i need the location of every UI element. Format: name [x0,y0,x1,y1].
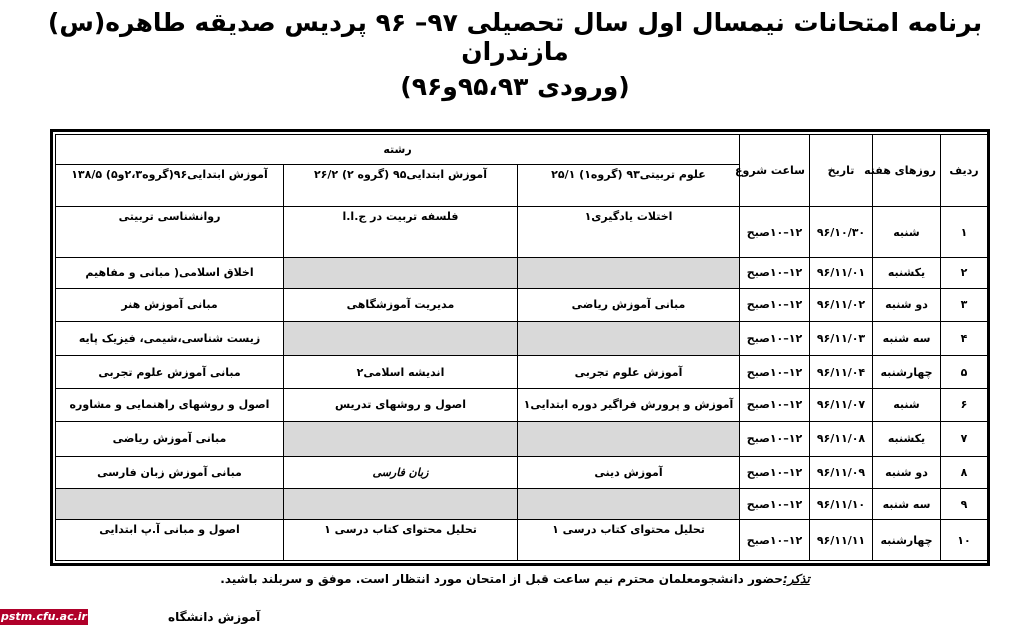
table-row [56,389,988,422]
cell-date: ۹۶/۱۱/۰۷ [810,389,873,422]
cell-column-2 [284,421,518,456]
cell-weekday: شنبه [873,207,941,258]
table-row [56,456,988,489]
cell-row-number: ۷ [941,421,988,456]
header-column-3: آموزش ابتدایی۹۶(گروه۲،۳و۵) ۱۳۸/۵ [56,165,284,207]
exam-schedule-table-frame [50,129,990,566]
cell-column-3: مبانی آموزش علوم تجربی [56,356,284,389]
cell-column-2: فلسفه تربیت در ج.ا.ا [284,207,518,258]
cell-weekday: دو شنبه [873,456,941,489]
cell-weekday: یکشنبه [873,258,941,289]
cell-column-3: اصول و مبانی آ.پ ابتدایی [56,520,284,561]
cell-start-time: ۱۲–۱۰صبح [740,288,810,321]
page-subtitle: (ورودی ۹۵،۹۳و۹۶) [400,72,630,101]
cell-row-number: ۱۰ [941,520,988,561]
cell-column-2: اندیشه اسلامی۲ [284,356,518,389]
cell-row-number: ۲ [941,258,988,289]
table-row [56,489,988,520]
cell-column-1: مبانی آموزش ریاضی [518,288,740,321]
cell-column-2 [284,258,518,289]
cell-weekday: شنبه [873,389,941,422]
cell-row-number: ۹ [941,489,988,520]
cell-row-number: ۴ [941,321,988,356]
cell-column-3 [56,489,284,520]
cell-start-time: ۱۲–۱۰صبح [740,207,810,258]
cell-row-number: ۶ [941,389,988,422]
cell-column-1: آموزش علوم تجربی [518,356,740,389]
footer-university-education: آموزش دانشگاه [168,610,261,624]
note-label: تذکر: [782,572,810,586]
cell-date: ۹۶/۱۱/۰۸ [810,421,873,456]
cell-weekday: یکشنبه [873,421,941,456]
cell-column-1 [518,258,740,289]
cell-weekday: سه شنبه [873,489,941,520]
header-start-time: ساعت شروع [740,135,810,207]
cell-date: ۹۶/۱۱/۱۱ [810,520,873,561]
cell-date: ۹۶/۱۱/۰۲ [810,288,873,321]
cell-date: ۹۶/۱۱/۰۹ [810,456,873,489]
header-date: تاریخ [810,135,873,207]
website-badge: pstm.cfu.ac.ir [1,610,87,623]
cell-row-number: ۱ [941,207,988,258]
table-row [56,520,988,561]
cell-weekday: سه شنبه [873,321,941,356]
note-text: حضور دانشجومعلمان محترم نیم ساعت قبل از امتحان مورد انتظار است. موفق و سربلند باشید. [220,572,783,586]
cell-column-3: اصول و روشهای راهنمایی و مشاوره [56,389,284,422]
header-row-number: ردیف [941,135,988,207]
cell-start-time: ۱۲–۱۰صبح [740,489,810,520]
cell-column-3: مبانی آموزش هنر [56,288,284,321]
cell-start-time: ۱۲–۱۰صبح [740,321,810,356]
cell-row-number: ۳ [941,288,988,321]
table-row [56,356,988,389]
header-weekday: روزهای هفته [873,135,941,207]
cell-start-time: ۱۲–۱۰صبح [740,456,810,489]
cell-weekday: دو شنبه [873,288,941,321]
cell-column-1: آموزش دینی [518,456,740,489]
cell-start-time: ۱۲–۱۰صبح [740,258,810,289]
note [0,572,1030,586]
header-major: رشته [56,135,740,165]
cell-date: ۹۶/۱۱/۰۴ [810,356,873,389]
cell-column-1: آموزش و پرورش فراگیر دوره ابتدایی۱ [518,389,740,422]
cell-weekday: چهارشنبه [873,520,941,561]
page-title: برنامه امتحانات نیمسال اول سال تحصیلی ۹۷– ۹۶ پردیس صدیقه طاهره(س) مازندران [47,8,983,66]
cell-column-1: تحلیل محتوای کتاب درسی ۱ [518,520,740,561]
cell-column-1: اختلات یادگیری۱ [518,207,740,258]
cell-column-2 [284,489,518,520]
exam-schedule-table [55,134,988,561]
cell-date: ۹۶/۱۱/۰۳ [810,321,873,356]
cell-column-3: اخلاق اسلامی( مبانی و مفاهیم [56,258,284,289]
cell-column-3: مبانی آموزش ریاضی [56,421,284,456]
table-row [56,258,988,289]
cell-date: ۹۶/۱۱/۱۰ [810,489,873,520]
cell-column-1 [518,489,740,520]
cell-date: ۹۶/۱۱/۰۱ [810,258,873,289]
table-row [56,288,988,321]
cell-row-number: ۵ [941,356,988,389]
cell-column-2 [284,321,518,356]
table-row [56,321,988,356]
cell-column-1 [518,421,740,456]
header-column-2: آموزش ابتدایی۹۵ (گروه ۲) ۲۶/۲ [284,165,518,207]
header-column-1: علوم تربیتی۹۳ (گروه۱) ۲۵/۱ [518,165,740,207]
cell-column-3: مبانی آموزش زبان فارسی [56,456,284,489]
cell-column-2: مدیریت آموزشگاهی [284,288,518,321]
cell-weekday: چهارشنبه [873,356,941,389]
cell-column-2: زبان فارسی [284,456,518,489]
schedule-body [56,207,988,561]
table-row [56,421,988,456]
cell-column-1 [518,321,740,356]
cell-row-number: ۸ [941,456,988,489]
cell-date: ۹۶/۱۰/۳۰ [810,207,873,258]
cell-column-3: روانشناسی تربیتی [56,207,284,258]
cell-column-2: تحلیل محتوای کتاب درسی ۱ [284,520,518,561]
cell-start-time: ۱۲–۱۰صبح [740,520,810,561]
cell-column-2: اصول و روشهای تدریس [284,389,518,422]
cell-column-3: زیست شناسی،شیمی، فیزیک پایه [56,321,284,356]
table-row [56,207,988,258]
cell-start-time: ۱۲–۱۰صبح [740,356,810,389]
cell-start-time: ۱۲–۱۰صبح [740,389,810,422]
cell-start-time: ۱۲–۱۰صبح [740,421,810,456]
